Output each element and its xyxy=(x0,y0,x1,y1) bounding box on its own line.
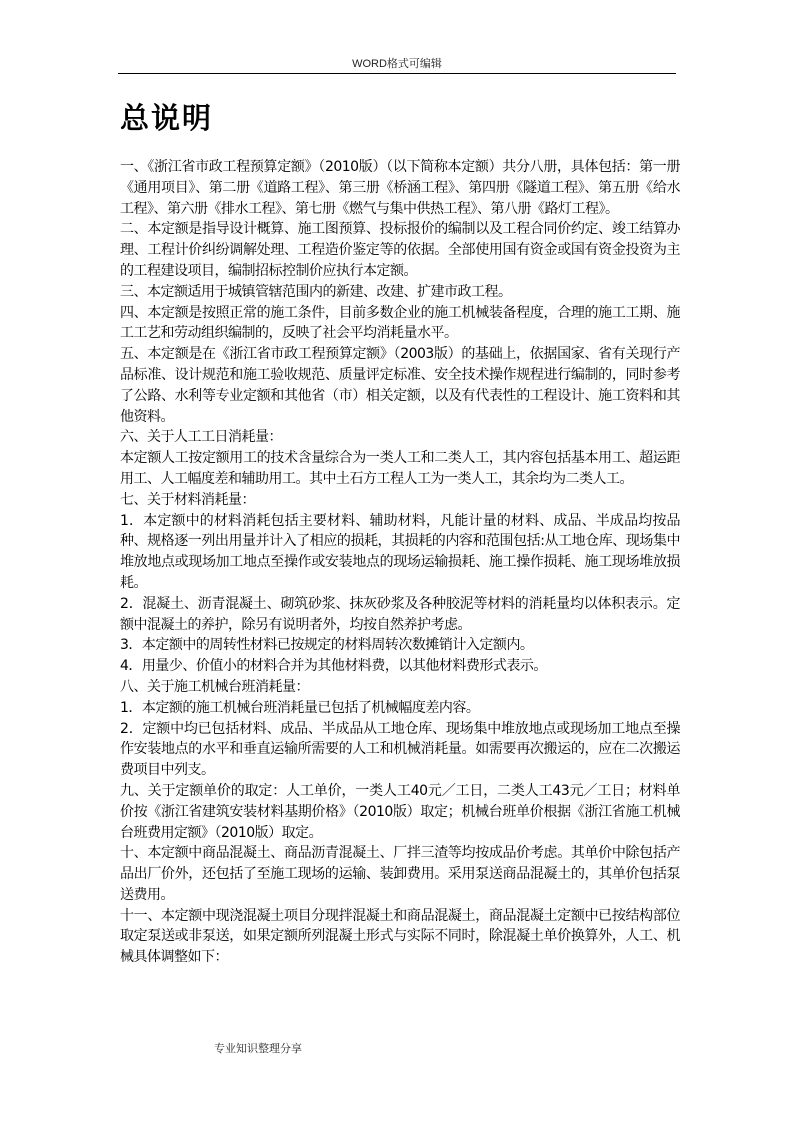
list-item: 1．本定额中的材料消耗包括主要材料、辅助材料，凡能计量的材料、成品、半成品均按品种、规格逐一列出用量并计入了相应的损耗，其损耗的内容和范围包括:从工地仓库、现场集中堆放地点或现场加工地点至操作或安装地点的现场运输损耗、施工操作损耗、施工现场堆放损耗。 xyxy=(120,512,680,591)
list-item: 2．混凝土、沥青混凝土、砌筑砂浆、抹灰砂浆及各种胶泥等材料的消耗量均以体积表示。定额中混凝土的养护，除另有说明者外，均按自然养护考虑。 xyxy=(120,595,680,633)
section-heading: 八、关于施工机械台班消耗量： xyxy=(120,678,309,695)
list-item: 4．用量少、价值小的材料合并为其他材料费，以其他材料费形式表示。 xyxy=(120,658,547,675)
list-item: 1．本定额的施工机械台班消耗量已包括了机械幅度差内容。 xyxy=(120,699,480,716)
page-footer: 专业知识整理分享 xyxy=(214,1042,302,1055)
paragraph: 十、本定额中商品混凝土、商品沥青混凝土、厂拌三渣等均按成品价考虑。其单价中除包括产品出厂价外，还包括了至施工现场的运输、装卸费用。采用泵送商品混凝土的，其单价包括泵送费用。 xyxy=(120,845,680,903)
paragraph: 本定额人工按定额用工的技术含量综合为一类人工和二类人工，其内容包括基本用工、超运距用工、人工幅度差和辅助用工。其中土石方工程人工为一类人工，其余均为二类人工。 xyxy=(120,450,680,487)
paragraph: 二、本定额是指导设计概算、施工图预算、投标报价的编制以及工程合同价约定、竣工结算办理、工程计价纠纷调解处理、工程造价鉴定等的依据。全部使用国有资金或国有资金投资为主的工程建设项目，编制招标控制价应执行本定额。 xyxy=(120,221,680,279)
section-heading: 七、关于材料消耗量： xyxy=(120,491,255,508)
paragraph: 五、本定额是在《浙江省市政工程预算定额》（2003版）的基础上，依据国家、省有关现行产品标准、设计规范和施工验收规范、质量评定标准、安全技术操作规程进行编制的，同时参考了公路、水利等专业定额和其他省（市）相关定额，以及有代表性的工程设计、施工资料和其他资料。 xyxy=(120,346,680,425)
paragraph: 九、关于定额单价的取定：人工单价，一类人工40元／工日，二类人工43元／工日；材料单价按《浙江省建筑安装材料基期价格》（2010版）取定；机械台班单价根据《浙江省施工机械台班费用定额》（2010版）取定。 xyxy=(120,782,680,841)
list-item: 2．定额中均已包括材料、成品、半成品从工地仓库、现场集中堆放地点或现场加工地点至操作安装地点的水平和垂直运输所需要的人工和机械消耗量。如需要再次搬运的，应在二次搬运费项目中列支。 xyxy=(120,720,680,779)
section-heading: 六、关于人工工日消耗量： xyxy=(120,429,282,446)
paragraph: 三、本定额适用于城镇管辖范围内的新建、改建、扩建市政工程。 xyxy=(120,283,512,300)
header-divider xyxy=(118,73,676,74)
list-item: 3．本定额中的周转性材料已按规定的材料周转次数摊销计入定额内。 xyxy=(120,637,534,654)
paragraph: 十一、本定额中现浇混凝土项目分现拌混凝土和商品混凝土，商品混凝土定额中已按结构部位取定泵送或非泵送，如果定额所列混凝土形式与实际不同时，除混凝土单价换算外，人工、机械具体调整如下： xyxy=(120,907,680,966)
document-title: 总说明 xyxy=(120,101,214,135)
page-header: WORD格式可编辑 xyxy=(352,58,442,70)
document-body xyxy=(120,157,680,968)
paragraph: 一、《浙江省市政工程预算定额》（2010版）（以下简称本定额）共分八册，具体包括：第一册《通用项目》、第二册《道路工程》、第三册《桥涵工程》、第四册《隧道工程》、第五册《给水工程》、第六册《排水工程》、第七册《燃气与集中供热工程》、第八册《路灯工程》。 xyxy=(120,159,680,217)
paragraph: 四、本定额是按照正常的施工条件，目前多数企业的施工机械装备程度，合理的施工工期、施工工艺和劳动组织编制的，反映了社会平均消耗量水平。 xyxy=(120,304,680,342)
